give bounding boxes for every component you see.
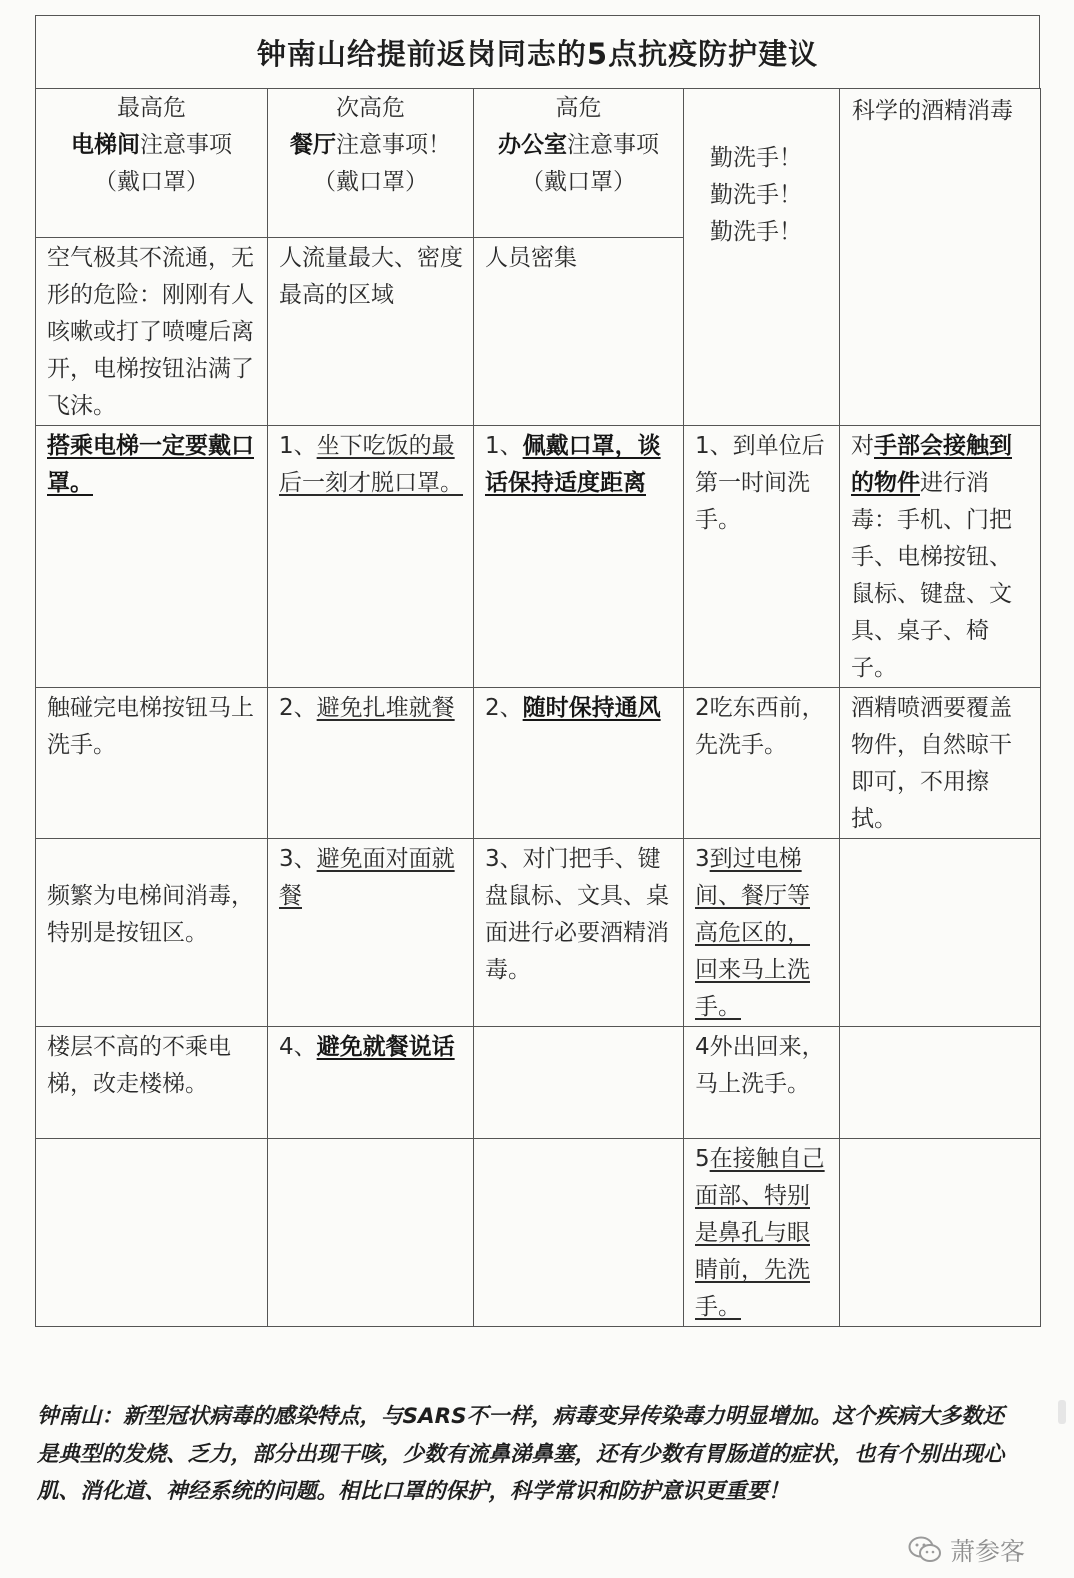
risk-office: 人员密集: [474, 238, 684, 426]
r3-c1-text: 频繁为电梯间消毒，特别是按钮区。: [47, 883, 254, 946]
table-cell: 2、随时保持通风: [474, 688, 684, 839]
table-cell: 对手部会接触到的物件进行消毒：手机、门把手、电梯按钮、鼠标、键盘、文具、桌子、椅子。: [840, 426, 1041, 688]
header-elevator-title: 电梯间注意事项: [71, 132, 232, 158]
table-cell: 1、到单位后第一时间洗手。: [684, 426, 840, 688]
watermark-text: 萧参客: [950, 1537, 1026, 1566]
header-elevator-level: 最高危: [117, 95, 186, 121]
header-handwash: [684, 89, 840, 426]
table-cell: 5在接触自己面部、特别是鼻孔与眼睛前，先洗手。: [684, 1139, 840, 1327]
header-office-mask: （戴口罩）: [521, 169, 636, 195]
table-cell: [36, 1139, 268, 1327]
handwash-line: 勤洗手！: [710, 145, 802, 171]
header-office: [474, 89, 684, 238]
table-cell: 1、佩戴口罩，谈话保持适度距离: [474, 426, 684, 688]
table-cell: 3、对门把手、键盘鼠标、文具、桌面进行必要酒精消毒。: [474, 839, 684, 1027]
header-restaurant: [268, 89, 474, 238]
table-cell: 触碰完电梯按钮马上洗手。: [36, 688, 268, 839]
table-cell: 1、坐下吃饭的最后一刻才脱口罩。: [268, 426, 474, 688]
header-restaurant-mask: （戴口罩）: [313, 169, 428, 195]
table-cell: 4外出回来，马上洗手。: [684, 1027, 840, 1139]
table-cell: [474, 1027, 684, 1139]
wechat-icon: [908, 1536, 942, 1564]
header-elevator: [36, 89, 268, 238]
table-cell: [840, 1139, 1041, 1327]
advice-table: [35, 88, 1041, 1327]
watermark: [908, 1532, 1025, 1568]
quote-note: 钟南山：新型冠状病毒的感染特点，与SARS不一样，病毒变异传染毒力明显增加。这个疾病大多数还是典型的发烧、乏力，部分出现干咳，少数有流鼻涕鼻塞，还有少数有胃肠道的症状，也有个别出现心肌、消化道、神经系统的问题。相比口罩的保护，科学常识和防护意识更重要！: [37, 1404, 1005, 1504]
header-office-title: 办公室注意事项: [498, 132, 659, 158]
risk-elevator: 空气极其不流通，无形的危险：刚刚有人咳嗽或打了喷嚏后离开，电梯按钮沾满了飞沫。: [36, 238, 268, 426]
table-cell: 2吃东西前，先洗手。: [684, 688, 840, 839]
table-cell: [268, 1139, 474, 1327]
table-cell: [840, 839, 1041, 1027]
table-cell: 3到过电梯间、餐厅等高危区的，回来马上洗手。: [684, 839, 840, 1027]
table-cell: 2、避免扎堆就餐: [268, 688, 474, 839]
table-cell: [474, 1139, 684, 1327]
table-cell: 4、避免就餐说话: [268, 1027, 474, 1139]
scroll-indicator: [1058, 1400, 1066, 1424]
header-elevator-mask: （戴口罩）: [94, 169, 209, 195]
header-office-level: 高危: [555, 95, 602, 121]
document-title: 钟南山给提前返岗同志的5点抗疫防护建议: [35, 15, 1040, 88]
header-disinfect-text: 科学的酒精消毒: [852, 98, 1013, 124]
header-restaurant-title: 餐厅注意事项！: [290, 132, 451, 158]
table-cell: [840, 1027, 1041, 1139]
table-cell: 楼层不高的不乘电梯，改走楼梯。: [36, 1027, 268, 1139]
header-disinfect: [840, 89, 1041, 426]
risk-restaurant: 人流量最大、密度最高的区域: [268, 238, 474, 426]
header-restaurant-level: 次高危: [336, 95, 405, 121]
handwash-line: 勤洗手！: [710, 182, 802, 208]
table-cell: 酒精喷洒要覆盖物件，自然晾干即可，不用擦拭。: [840, 688, 1041, 839]
handwash-line: 勤洗手！: [710, 219, 802, 245]
table-cell: 搭乘电梯一定要戴口罩。: [36, 426, 268, 688]
table-cell: 3、避免面对面就餐: [268, 839, 474, 1027]
table-cell: [36, 839, 268, 1027]
